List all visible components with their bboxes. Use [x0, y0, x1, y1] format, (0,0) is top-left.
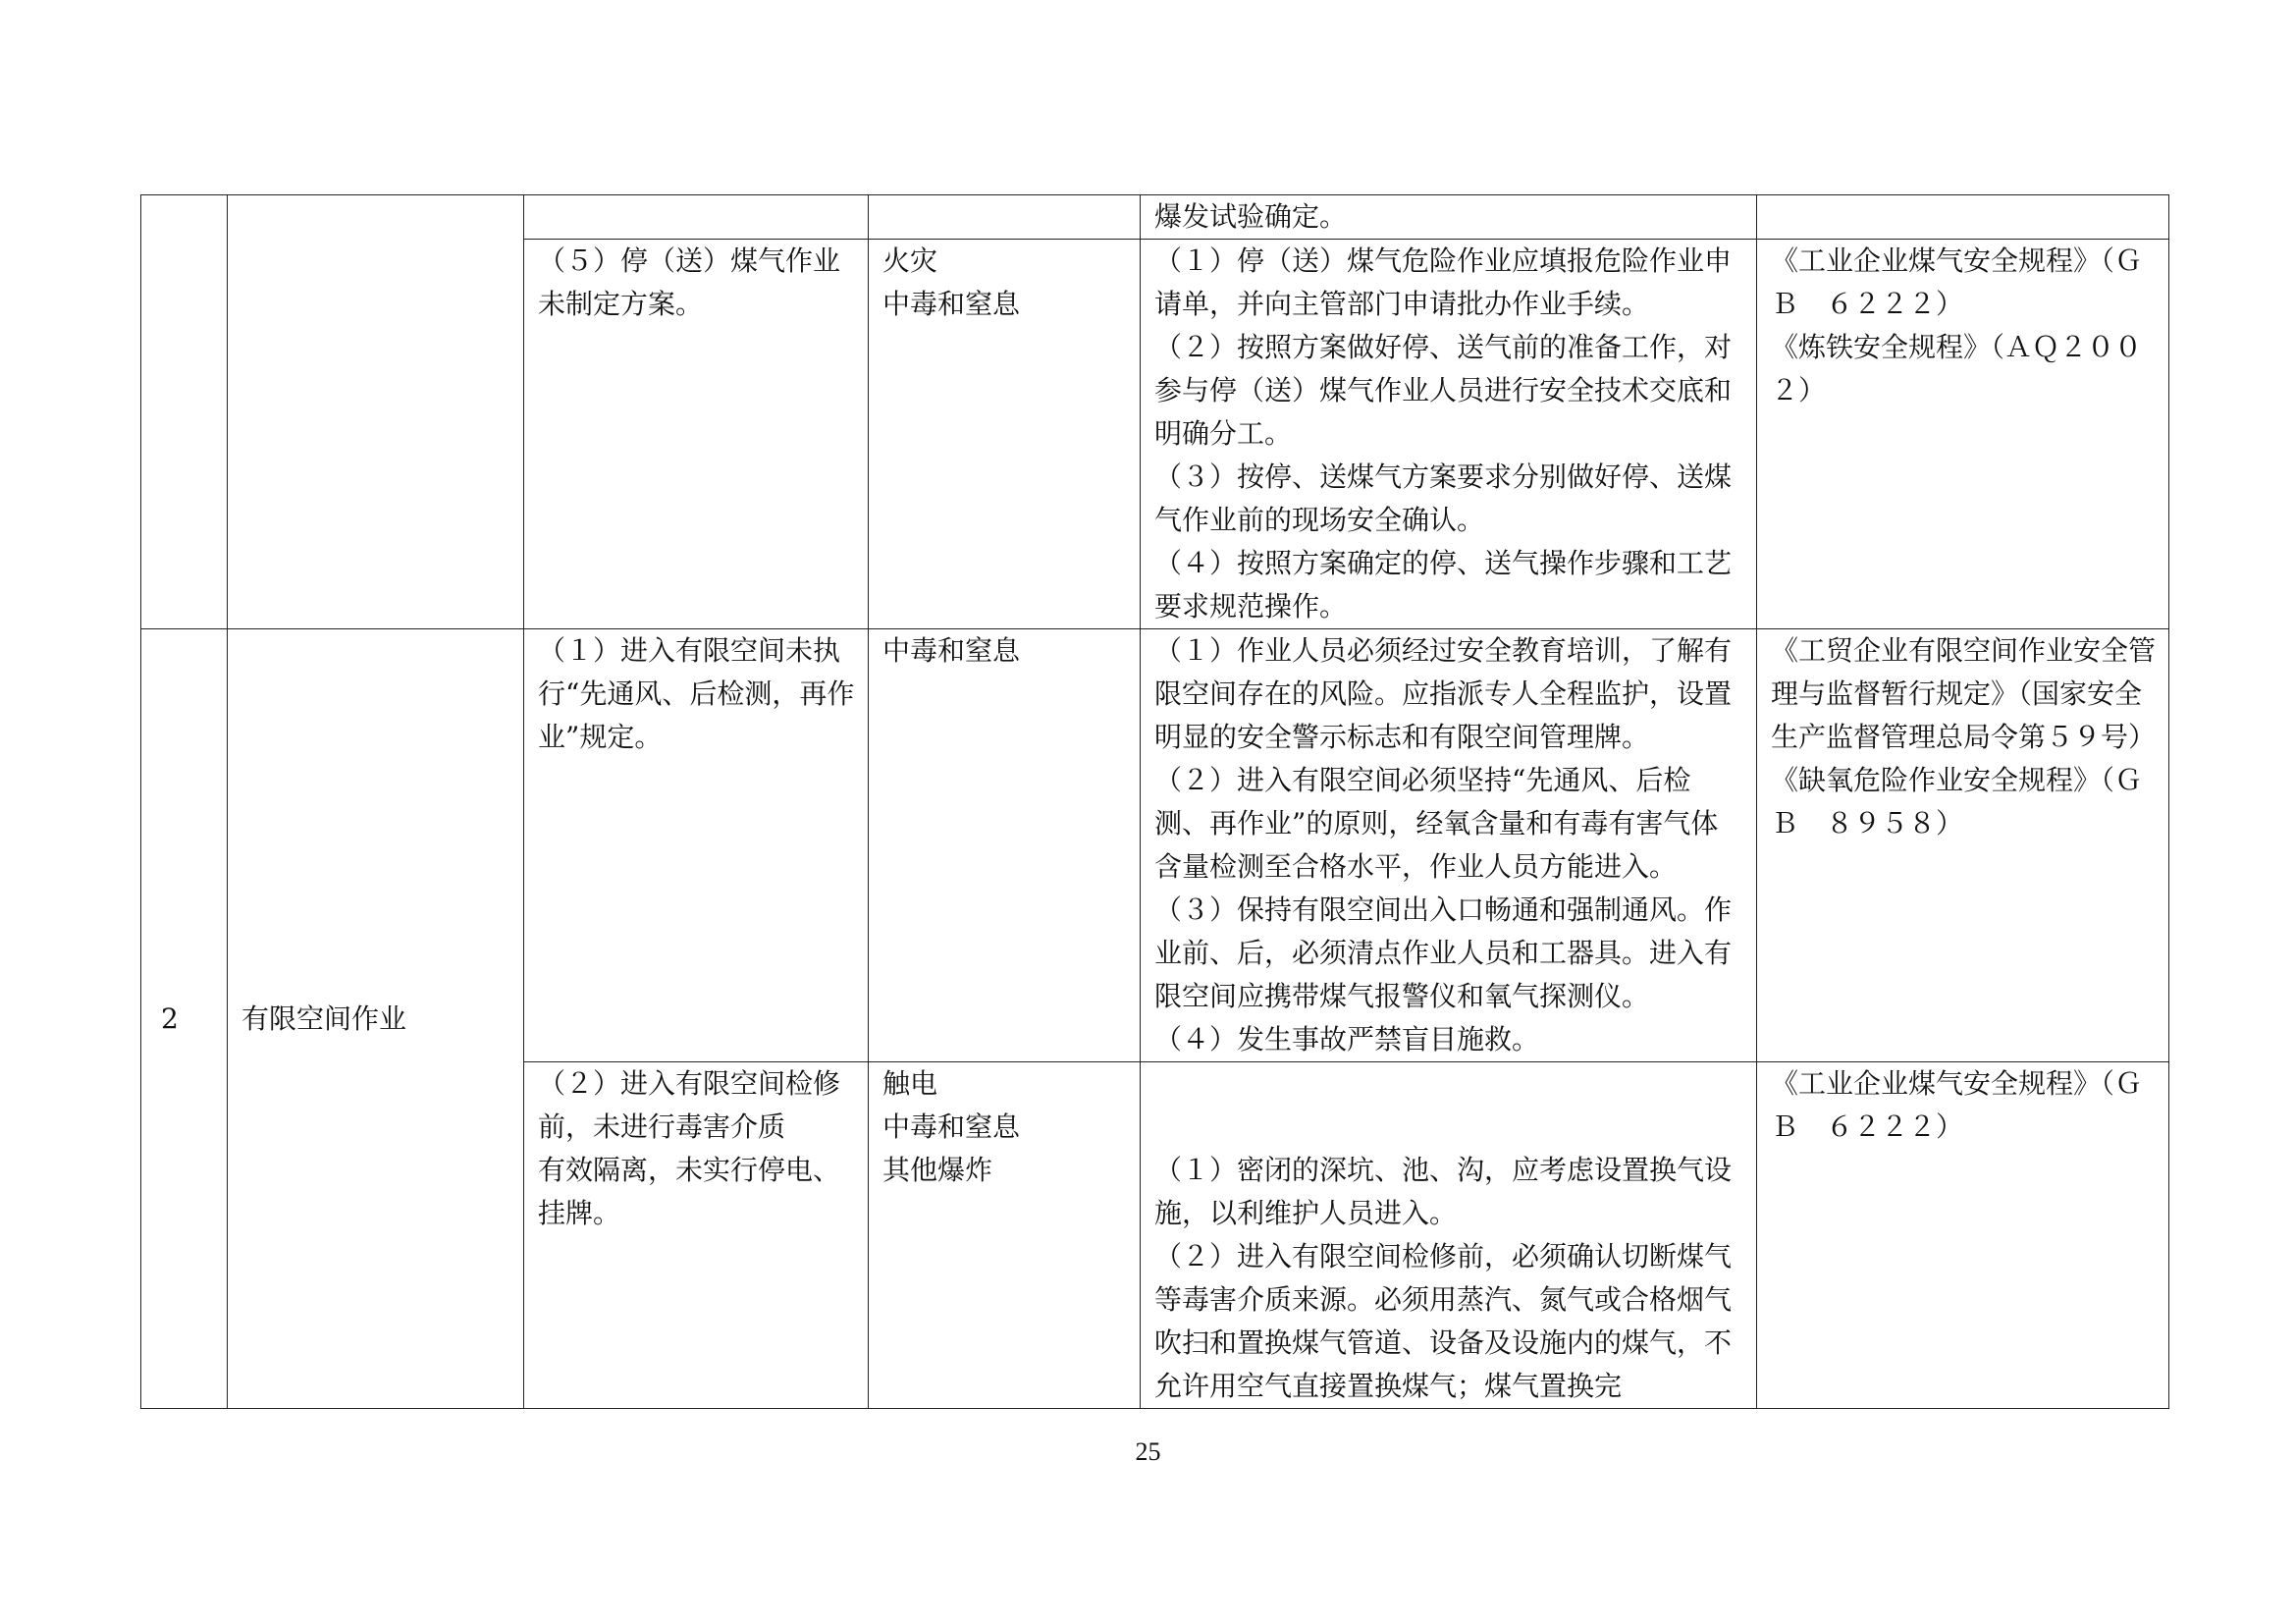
- cell-references: [1757, 240, 2169, 629]
- reference-text: 《工贸企业有限空间作业安全管理与监督暂行规定》（国家安全生产监督管理总局令第５９号）: [1771, 634, 2157, 753]
- cell-hazard: [524, 240, 869, 629]
- cell-hazard: [524, 195, 869, 240]
- cell-category: [228, 195, 524, 629]
- accident-type: 其他爆炸: [882, 1154, 993, 1186]
- measure-text: （４）发生事故严禁盲目施救。: [1154, 1023, 1540, 1056]
- measure-text: （１）密闭的深坑、池、沟，应考虑设置换气设施，以利维护人员进入。: [1154, 1154, 1733, 1229]
- hazard-text: （５）停（送）煤气作业未制定方案。: [538, 244, 841, 320]
- measure-text: （３）保持有限空间出入口畅通和强制通风。作业前、后，必须清点作业人员和工器具。进入有限空间应携带煤气报警仪和氧气探测仪。: [1154, 893, 1733, 1012]
- cell-measures: [1141, 240, 1757, 629]
- accident-type: 火灾: [882, 244, 938, 277]
- cell-accident: [869, 1062, 1141, 1409]
- cell-number: [141, 629, 228, 1409]
- accident-type: 中毒和窒息: [882, 634, 1021, 667]
- cell-measures: [1141, 629, 1757, 1062]
- row-number: 2: [161, 1001, 179, 1035]
- cell-measures: [1141, 195, 1757, 240]
- measure-text: （２）进入有限空间必须坚持“先通风、后检测、再作业”的原则，经氧含量和有毒有害气体含量检测至合格水平，作业人员方能进入。: [1154, 764, 1719, 883]
- measure-text: （４）按照方案确定的停、送气操作步骤和工艺要求规范操作。: [1154, 547, 1733, 623]
- measure-text: （３）按停、送煤气方案要求分别做好停、送煤气作业前的现场安全确认。: [1154, 460, 1733, 536]
- cell-category: [228, 629, 524, 1409]
- cell-hazard: [524, 1062, 869, 1409]
- cell-accident: [869, 629, 1141, 1062]
- cell-hazard: [524, 629, 869, 1062]
- measure-text: （２）进入有限空间检修前，必须确认切断煤气等毒害介质来源。必须用蒸汽、氮气或合格烟气吹扫和置换煤气管道、设备及设施内的煤气，不允许用空气直接置换煤气；煤气置换完: [1154, 1240, 1733, 1402]
- table-row: [141, 195, 2169, 240]
- reference-text: 《工业企业煤气安全规程》（ＧＢ ６２２２）: [1771, 1067, 2143, 1143]
- table-row: [141, 629, 2169, 1062]
- reference-text: 《炼铁安全规程》（ＡＱ２００２）: [1771, 331, 2143, 406]
- cell-number: [141, 195, 228, 629]
- category-text: 有限空间作业: [241, 1001, 407, 1035]
- accident-type: 中毒和窒息: [882, 1110, 1021, 1143]
- hazard-text: （２）进入有限空间检修前，未进行毒害介质: [538, 1067, 841, 1143]
- cell-accident: [869, 195, 1141, 240]
- measure-text: 爆发试验确定。: [1154, 200, 1348, 233]
- cell-references: [1757, 195, 2169, 240]
- cell-measures: [1141, 1062, 1757, 1409]
- accident-type: 触电: [882, 1067, 938, 1100]
- measure-text: （１）作业人员必须经过安全教育培训，了解有限空间存在的风险。应指派专人全程监护，设置明显的安全警示标志和有限空间管理牌。: [1154, 634, 1733, 753]
- safety-measures-table: [140, 194, 2169, 1409]
- hazard-text: 有效隔离，未实行停电、挂牌。: [538, 1154, 841, 1229]
- accident-type: 中毒和窒息: [882, 288, 1021, 320]
- hazard-text: （１）进入有限空间未执行“先通风、后检测，再作业”规定。: [538, 634, 855, 753]
- page-number: 25: [1135, 1437, 1161, 1466]
- reference-text: 《工业企业煤气安全规程》（ＧＢ ６２２２）: [1771, 244, 2143, 320]
- measure-text: （２）按照方案做好停、送气前的准备工作，对参与停（送）煤气作业人员进行安全技术交底和明确分工。: [1154, 331, 1733, 450]
- cell-references: [1757, 1062, 2169, 1409]
- reference-text: 《缺氧危险作业安全规程》（ＧＢ ８９５８）: [1771, 764, 2143, 839]
- cell-references: [1757, 629, 2169, 1062]
- measure-text: （１）停（送）煤气危险作业应填报危险作业申请单，并向主管部门申请批办作业手续。: [1154, 244, 1733, 320]
- cell-accident: [869, 240, 1141, 629]
